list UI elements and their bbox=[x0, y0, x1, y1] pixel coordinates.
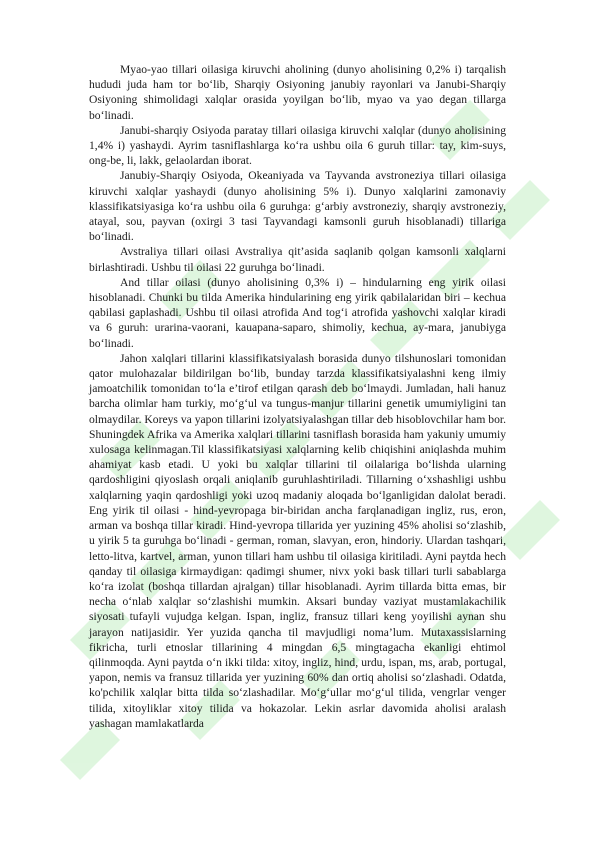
paragraph-avstroneziya: Janubiy-Sharqiy Osiyoda, Okeaniyada va Tayvanda avstroneziya tillari oilasiga kiruvchi xalqlar yashaydi (dunyo aholisining 5% i). Dunyo xalqlarini zamonaviy klassifikatsiyasiga ko‘ra ushbu oila 6 guruhga: g‘arbiy avstroneziy, sharqiy avstroneziy, atayal, sou, payvan (oxirgi 3 tasi Tayvandagi kamsonli guruh hisoblanadi) tillariga bo‘linadi. bbox=[89, 169, 506, 244]
paragraph-myao-yao: Myao-yao tillari oilasiga kiruvchi aholining (dunyo aholisining 0,2% i) tarqalish hududi juda ham tor bo‘lib, Sharqiy Osiyoning janubiy rayonlari va Janubi-Sharqiy Osiyoning shimolidagi xalqlar orasida yoyilgan bo‘lib, myao va yao degan tillarga bo‘linadi. bbox=[89, 63, 506, 122]
document-body bbox=[89, 62, 506, 731]
paragraph-klassifikatsiya: Jahon xalqlari tillarini klassifikatsiyalash borasida dunyo tilshunoslari tomonidan qator mulohazalar bildirilgan bo‘lib, bunday tarzda klassifikatsiyalashni keng ilmiy jamoatchilik tomonidan to‘la e’tirof etilgan qarash deb bo‘lmaydi. Jumladan, hali hanuz barcha olimlar ham turkiy, mo‘g‘ul va tungus-manjur tillarini genetik umumiyligini tan olmaydilar. Koreys va yapon tillarini izolyatsiyalashgan tillar deb hisoblovchilar ham bor. Shuningdek Afrika va Amerika xalqlari tillarini tasniflash borasida ham yakuniy umumiy xulosaga kelinmagan.Til klassifikatsiyasi xalqlarning kelib chiqishini aniqlashda muhim ahamiyat kasb etadi. U yoki bu xalqlar tillarini til oilalariga bo‘lishda ularning qardoshligini qiyoslash orqali aniqlanib guruhlashtiriladi. Tillarning o‘xshashligi ushbu xalqlarning yaqin qardoshligi yoki uzoq madaniy aloqada bo‘lganligidan dalolat beradi. Eng yirik til oilasi - hind-yevropaga bir-biridan ancha farqlanadigan ingliz, rus, eron, arman va boshqa tillar kiradi. Hind-yevropa tillarida yer yuzining 45% aholisi so‘zlashib, u yirik 5 ta guruhga bo‘linadi - german, roman, slavyan, eron, hindoriy. Ulardan tashqari, letto-litva, kartvel, arman, yunon tillari ham ushbu til oilasiga kiritiladi. Ayni paytda hech qanday til oilasiga kirmaydigan: qadimgi shumer, nivx yoki bask tillari turli sabablarga ko‘ra izolat (boshqa tillardan ajralgan) tillar hisoblanadi. Ayrim tillarda bitta emas, bir necha o‘nlab xalqlar so‘zlashishi mumkin. Aksari bunday vaziyat mustamlakachilik siyosati tufayli vujudga kelgan. Ispan, ingliz, fransuz tillari keng yoyilishi aynan shu jarayon natijasidir. Yer yuzida qancha til mavjudligi noma’lum. Mutaxassislarning fikricha, turli etnoslar tillarining 4 mingdan 6,5 mingtagacha ekanligi ehtimol qilinmoqda. Ayni paytda o‘n ikki tilda: xitoy, ingliz, hind, urdu, ispan, ms, arab, portugal, yapon, nemis va fransuz tillarida yer yuzining 60% dan ortiq aholisi so‘zlashadi. Odatda, ko'pchilik xalqlar bitta tilda so‘zlashadilar. Mo‘g‘ullar mo‘g‘ul tilida, vengrlar venger tilida, xitoyliklar xitoy tilida va hokazolar. Lekin asrlar davomida aholisi aralash yashagan mamlakatlarda bbox=[89, 351, 506, 730]
paragraph-and-tillar: And tillar oilasi (dunyo aholisining 0,3% i) – hindularning eng yirik oilasi hisoblanadi. Chunki bu tilda Amerika hindularining eng yirik qabilalaridan biri – kechua qabilasi gaplashadi. Ushbu til oilasi atrofida And tog‘i atrofida yashovchi xalqlar kiradi va 6 guruh: urarina-vaorani, kauapana-saparo, shimoliy, kechua, ay-mara, janubiyga bo‘linadi. bbox=[89, 275, 506, 350]
paragraph-paratay: Janubi-sharqiy Osiyoda paratay tillari oilasiga kiruvchi xalqlar (dunyo aholisining 1,4% i) yashaydi. Ayrim tasniflashlarga ko‘ra ushbu oila 6 guruh tillar: tay, kim-suys, ong-be, li, lakk, gelaolardan iborat. bbox=[89, 123, 506, 168]
paragraph-avstraliya: Avstraliya tillari oilasi Avstraliya qit’asida saqlanib qolgan kamsonli xalqlarni birlashtiradi. Ushbu til oilasi 22 guruhga bo‘linadi. bbox=[89, 245, 506, 274]
